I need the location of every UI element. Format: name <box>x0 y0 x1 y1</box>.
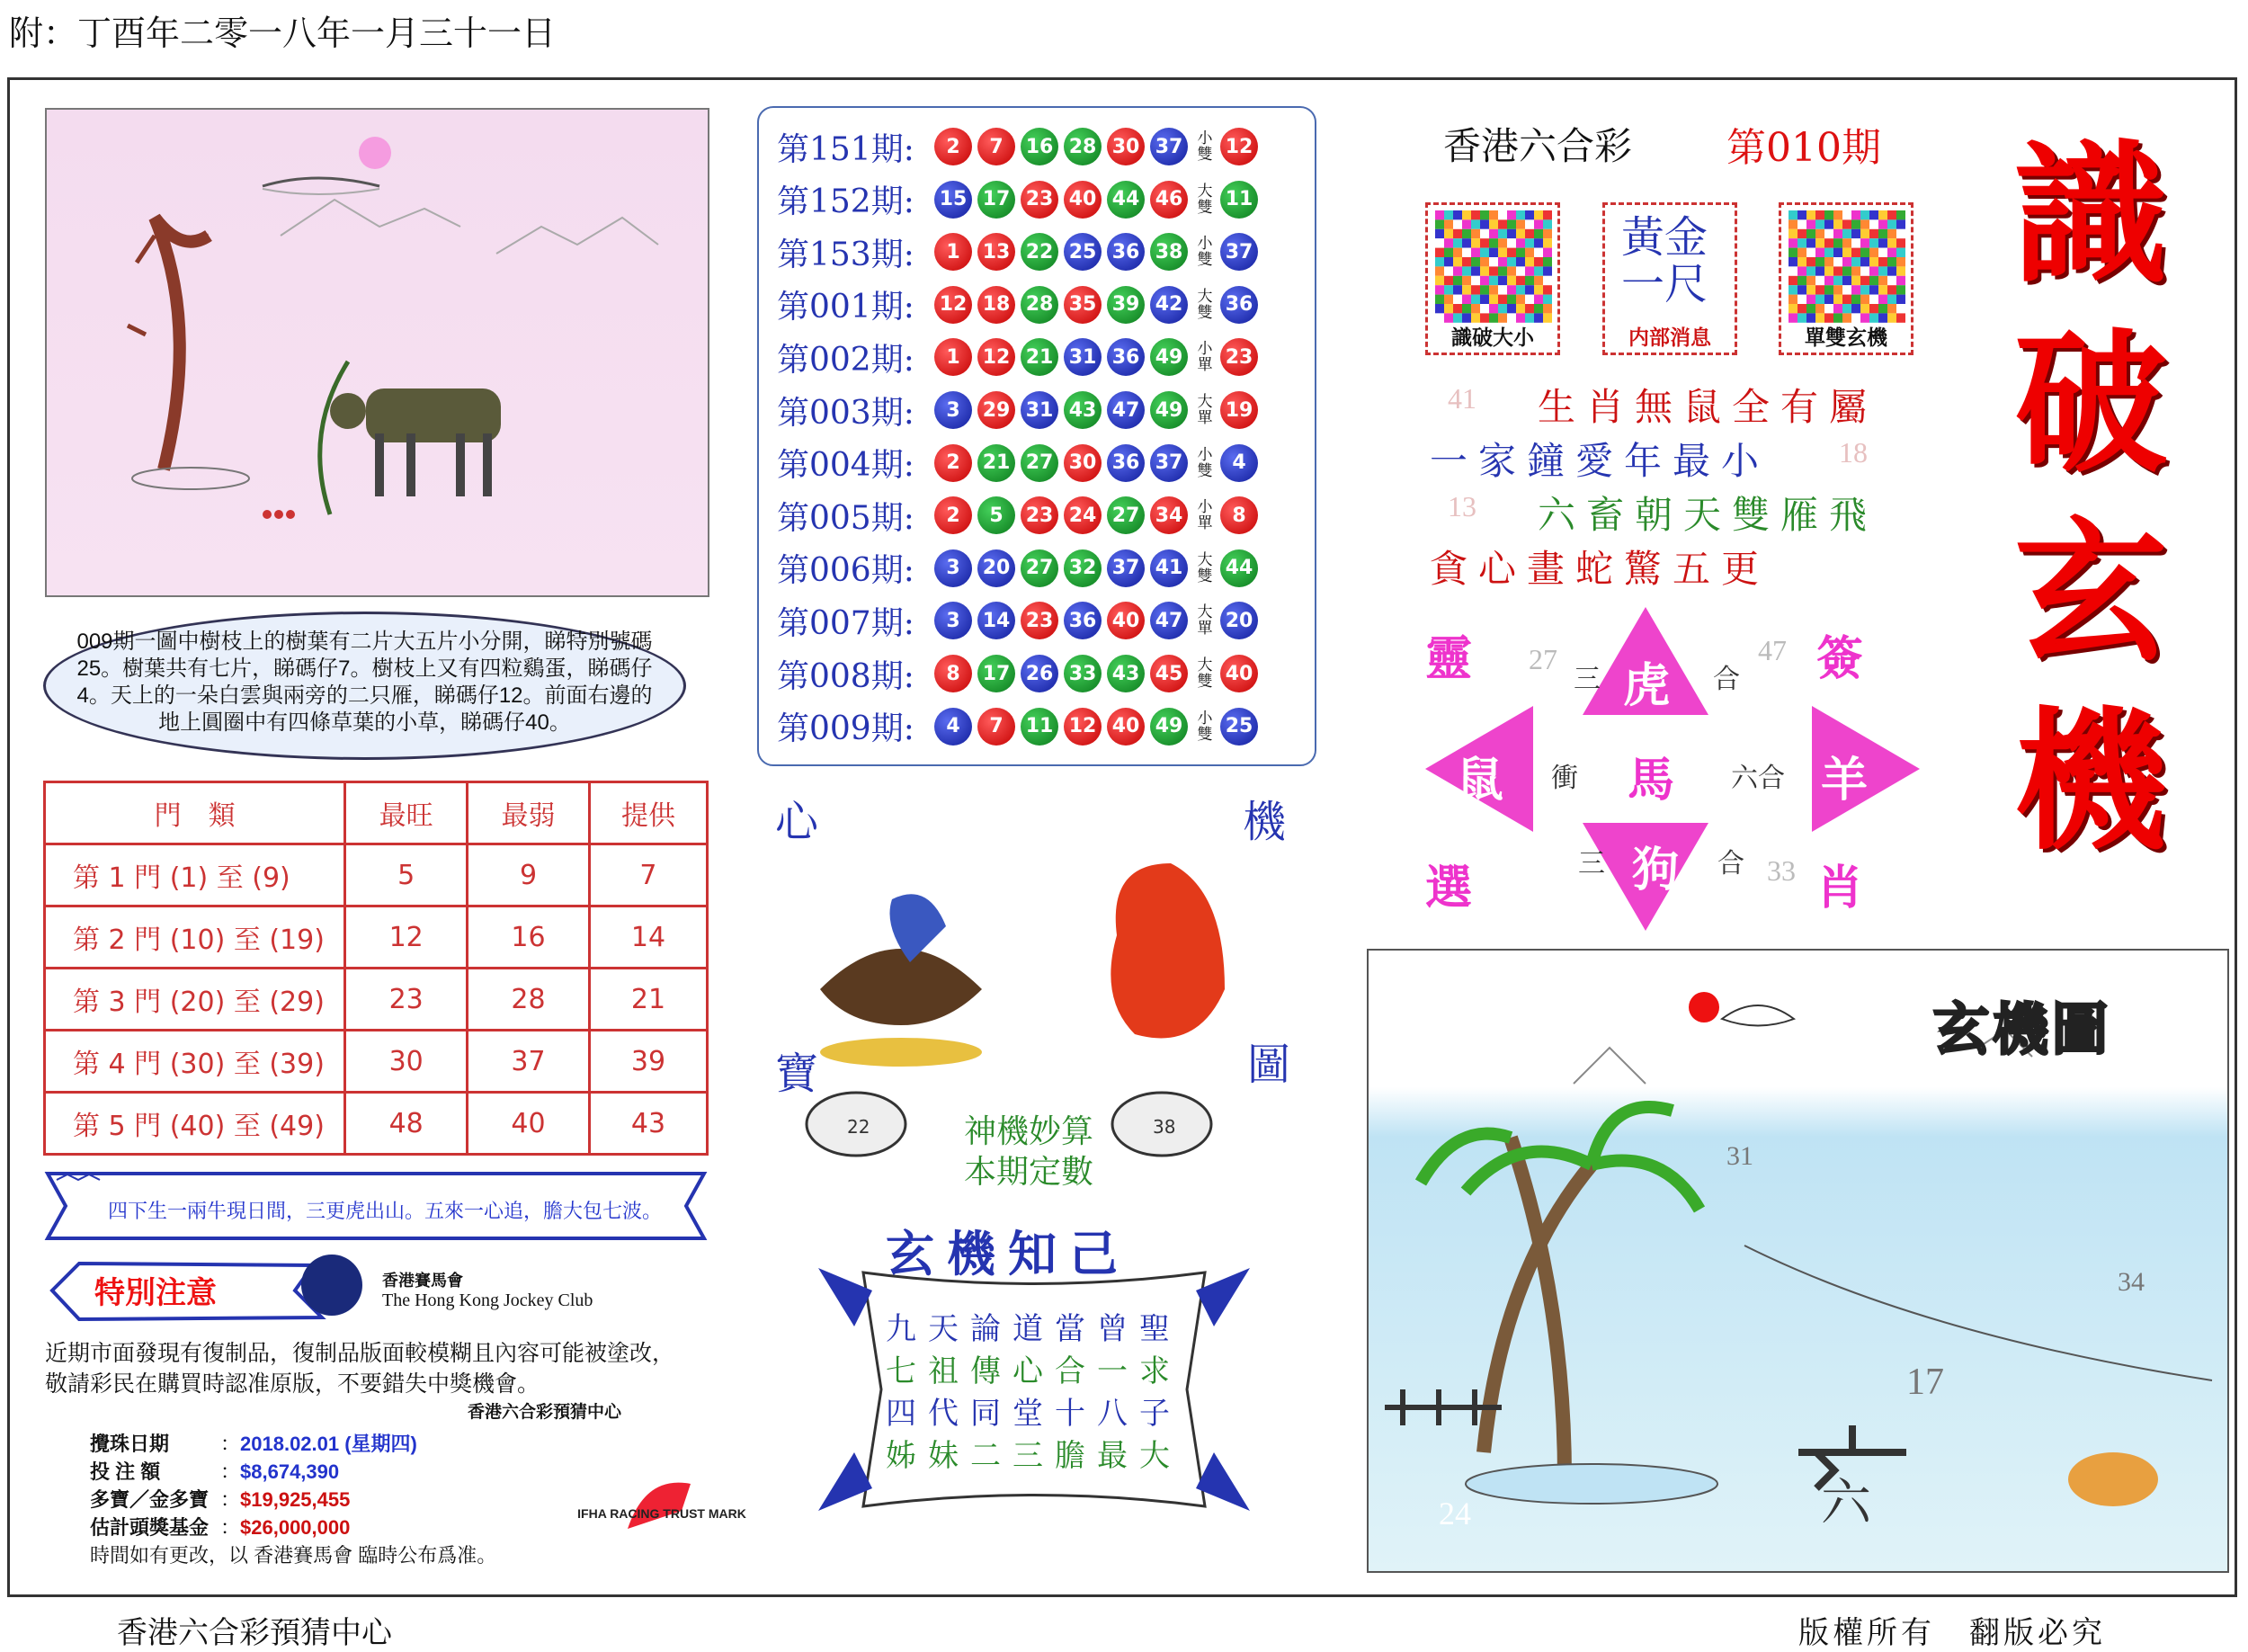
gate-hot: 23 <box>345 969 468 1031</box>
number-ball: 39 <box>1107 286 1145 324</box>
gate-hot: 12 <box>345 906 468 969</box>
header-cold: 最弱 <box>468 782 590 844</box>
poem-line-2: 七祖傳心合一求 <box>886 1353 1182 1389</box>
turnover-value: $8,674,390 <box>240 1460 340 1483</box>
number-ball: 37 <box>1107 549 1145 587</box>
size-parity-tag: 大單 <box>1197 603 1213 638</box>
number-ball: 18 <box>977 286 1015 324</box>
result-period-label: 第152期: <box>777 183 914 221</box>
pic-number: 17 <box>1906 1362 1944 1403</box>
gate-tip: 7 <box>589 844 707 906</box>
number-ball: 40 <box>1107 708 1145 746</box>
number-ball: 35 <box>1064 286 1102 324</box>
number-ball: 23 <box>1021 181 1058 219</box>
box-caption: 内部消息 <box>1628 326 1711 350</box>
ifha-trust-mark <box>577 1475 746 1547</box>
result-period-label: 第153期: <box>777 236 914 273</box>
number-ball: 36 <box>1064 602 1102 639</box>
number-ball: 28 <box>1021 286 1058 324</box>
diamond-number: 47 <box>1758 634 1787 666</box>
mosaic-pattern <box>1435 210 1552 323</box>
number-ball: 17 <box>977 181 1015 219</box>
size-parity-tag: 大雙 <box>1197 182 1213 217</box>
header-category: 門 類 <box>45 782 345 844</box>
number-ball: 13 <box>977 233 1015 271</box>
number-ball: 30 <box>1107 128 1145 165</box>
result-row <box>777 229 1263 274</box>
special-ball: 40 <box>1220 655 1258 692</box>
table-row <box>45 1031 708 1093</box>
main-title: 識破玄機 <box>2014 127 2168 871</box>
table-row <box>45 844 708 906</box>
number-ball: 2 <box>934 496 972 534</box>
footer-left: 香港六合彩預猜中心 <box>117 1615 392 1651</box>
number-ball: 20 <box>977 549 1015 587</box>
number-ball: 23 <box>1021 496 1058 534</box>
poem-line-1: 九天論道當曾聖 <box>886 1311 1182 1347</box>
pic-number: 24 <box>1439 1496 1471 1531</box>
draw-note: 時間如有更改，以 香港賽馬會 臨時公布爲准。 <box>90 1544 497 1567</box>
faint-number: 13 <box>1448 490 1476 522</box>
gate-label: 第 5 門 (40) 至 (49) <box>45 1093 345 1155</box>
gate-label: 第 2 門 (10) 至 (19) <box>45 906 345 969</box>
number-ball: 3 <box>934 602 972 639</box>
result-period-label: 第001期: <box>777 289 914 326</box>
diamond-number: 33 <box>1767 854 1796 887</box>
number-ball: 31 <box>1064 338 1102 376</box>
number-ball: 36 <box>1107 444 1145 482</box>
number-ball: 32 <box>1064 549 1102 587</box>
hkjc-name-en: The Hong Kong Jockey Club <box>382 1290 593 1310</box>
result-row <box>777 651 1263 696</box>
gate-tip: 14 <box>589 906 707 969</box>
result-period-label: 第007期: <box>777 604 914 642</box>
footer-right: 版權所有 翻版必究 <box>1798 1615 2106 1651</box>
gate-cold: 16 <box>468 906 590 969</box>
special-ball: 23 <box>1220 338 1258 376</box>
number-ball: 8 <box>934 655 972 692</box>
size-parity-tag: 小雙 <box>1197 445 1213 480</box>
hkjc-logo <box>301 1255 362 1316</box>
special-ball: 11 <box>1220 181 1258 219</box>
special-ball: 44 <box>1220 549 1258 587</box>
gate-tip: 39 <box>589 1031 707 1093</box>
gate-cold: 40 <box>468 1093 590 1155</box>
multi-label: 多寶／金多寶 <box>90 1488 210 1511</box>
number-ball: 38 <box>1150 233 1188 271</box>
special-ball: 25 <box>1220 708 1258 746</box>
egg-number-right: 38 <box>1153 1116 1176 1138</box>
number-ball: 49 <box>1150 338 1188 376</box>
result-row <box>777 388 1263 433</box>
size-parity-tag: 大雙 <box>1197 550 1213 585</box>
number-ball: 12 <box>934 286 972 324</box>
faint-number: 18 <box>1839 436 1868 469</box>
number-ball: 21 <box>1021 338 1058 376</box>
counterfeit-notice: 近期市面發現有復制品，復制品版面較模糊且內容可能被塗改，敬請彩民在購買時認准原版，不要錯失中獎機會。 <box>45 1340 675 1397</box>
table-row <box>45 969 708 1031</box>
verse-line-2: 一家鐘愛年最小 <box>1430 439 1771 483</box>
number-ball: 46 <box>1150 181 1188 219</box>
number-ball: 12 <box>977 338 1015 376</box>
date-line: 附：丁酉年二零一八年一月三十一日 <box>9 13 557 53</box>
corner-xuan: 選 <box>1425 862 1473 915</box>
size-parity-tag: 小雙 <box>1197 709 1213 744</box>
gate-tip: 43 <box>589 1093 707 1155</box>
result-row <box>777 335 1263 380</box>
notice-signature: 香港六合彩預猜中心 <box>468 1402 622 1422</box>
number-ball: 4 <box>934 708 972 746</box>
number-ball: 44 <box>1107 181 1145 219</box>
number-ball: 26 <box>1021 655 1058 692</box>
mosaic-pattern <box>1789 210 1905 323</box>
special-ball: 8 <box>1220 496 1258 534</box>
header-tip: 提供 <box>589 782 707 844</box>
number-ball: 27 <box>1021 444 1058 482</box>
number-ball: 27 <box>1107 496 1145 534</box>
number-ball: 42 <box>1150 286 1188 324</box>
number-ball: 36 <box>1107 233 1145 271</box>
corner-ling: 靈 <box>1425 632 1473 686</box>
gate-cold: 9 <box>468 844 590 906</box>
relation-liuhe: 六合 <box>1731 763 1785 794</box>
hen-chick-illustration <box>757 782 1313 1191</box>
gate-hot: 5 <box>345 844 468 906</box>
number-ball: 33 <box>1064 655 1102 692</box>
gate-hot: 48 <box>345 1093 468 1155</box>
number-ball: 40 <box>1064 181 1102 219</box>
special-ball: 4 <box>1220 444 1258 482</box>
results-panel <box>757 106 1316 766</box>
number-ball: 7 <box>977 708 1015 746</box>
number-ball: 47 <box>1150 602 1188 639</box>
zodiac-horse: 馬 <box>1628 754 1675 808</box>
number-ball: 1 <box>934 233 972 271</box>
verse-line-3: 六畜朝天雙雁飛 <box>1538 493 1878 537</box>
result-row <box>777 124 1263 169</box>
zodiac-goat: 羊 <box>1821 754 1869 808</box>
egg-number-left: 22 <box>847 1116 870 1138</box>
number-ball: 11 <box>1021 708 1058 746</box>
scroll-title: 玄機知己 <box>886 1226 1130 1282</box>
number-ball: 37 <box>1150 128 1188 165</box>
result-row <box>777 704 1263 749</box>
special-ball: 19 <box>1220 391 1258 429</box>
draw-date-label: 攪珠日期 <box>90 1433 170 1455</box>
table-row <box>45 1093 708 1155</box>
number-ball: 1 <box>934 338 972 376</box>
result-row <box>777 441 1263 486</box>
verse-line-4: 貪心畫蛇驚五更 <box>1430 547 1771 591</box>
relation-he: 合 <box>1717 848 1744 880</box>
pic-number: 31 <box>1726 1141 1753 1171</box>
number-ball: 14 <box>977 602 1015 639</box>
result-row <box>777 177 1263 222</box>
poem-line-4: 姊妹二三膽最大 <box>886 1438 1182 1474</box>
number-ball: 43 <box>1064 391 1102 429</box>
size-parity-tag: 小單 <box>1197 498 1213 533</box>
gate-cold: 28 <box>468 969 590 1031</box>
result-period-label: 第008期: <box>777 657 914 695</box>
table-header-row <box>45 782 708 844</box>
gate-hot: 30 <box>345 1031 468 1093</box>
number-ball: 12 <box>1064 708 1102 746</box>
number-ball: 16 <box>1021 128 1058 165</box>
result-period-label: 第005期: <box>777 499 914 537</box>
zodiac-dog: 狗 <box>1632 844 1680 897</box>
gate-label: 第 3 門 (20) 至 (29) <box>45 969 345 1031</box>
result-period-label: 第009期: <box>777 710 914 748</box>
size-parity-tag: 小雙 <box>1197 235 1213 270</box>
warning-badge: 特別注意 <box>94 1275 217 1311</box>
result-period-label: 第003期: <box>777 394 914 432</box>
size-parity-tag: 大單 <box>1197 393 1213 427</box>
size-parity-tag: 小單 <box>1197 340 1213 375</box>
corner-xiao: 肖 <box>1816 862 1864 915</box>
corner-qian: 簽 <box>1816 632 1864 686</box>
box-size-tip <box>1425 202 1560 355</box>
header-hot: 最旺 <box>345 782 468 844</box>
number-ball: 41 <box>1150 549 1188 587</box>
gate-cold: 37 <box>468 1031 590 1093</box>
result-period-label: 第004期: <box>777 447 914 485</box>
tree-cow-illustration <box>47 110 708 595</box>
special-ball: 12 <box>1220 128 1258 165</box>
number-ball: 45 <box>1150 655 1188 692</box>
number-ball: 2 <box>934 444 972 482</box>
corner-char-ji: 機 <box>1243 797 1287 847</box>
number-ball: 49 <box>1150 391 1188 429</box>
number-ball: 40 <box>1107 602 1145 639</box>
result-period-label: 第006期: <box>777 552 914 590</box>
number-ball: 3 <box>934 391 972 429</box>
box-caption: 單雙玄機 <box>1805 326 1887 350</box>
gate-table <box>43 781 709 1156</box>
number-ball: 29 <box>977 391 1015 429</box>
number-ball: 47 <box>1107 391 1145 429</box>
result-period-label: 第002期: <box>777 341 914 379</box>
number-ball: 22 <box>1021 233 1058 271</box>
issue-number: 第010期 <box>1726 125 1881 171</box>
number-ball: 36 <box>1107 338 1145 376</box>
number-ball: 49 <box>1150 708 1188 746</box>
number-ball: 37 <box>1150 444 1188 482</box>
picture-title: 玄機圖 <box>1933 996 2112 1062</box>
corner-char-bao: 寶 <box>775 1049 819 1099</box>
number-ball: 17 <box>977 655 1015 692</box>
number-ball: 5 <box>977 496 1015 534</box>
corner-char-tu: 圖 <box>1247 1040 1291 1090</box>
jackpot-value: $26,000,000 <box>240 1516 351 1539</box>
gate-tip: 21 <box>589 969 707 1031</box>
size-parity-tag: 大雙 <box>1197 287 1213 322</box>
relation-san: 三 <box>1574 664 1601 695</box>
result-row <box>777 282 1263 327</box>
draw-info: 攪珠日期 ：2018.02.01 (星期四) 投 注 額 ：$8,674,390 多寶／金多寶 ：$19,925,455 估計頭獎基金 ：$26,000,000 時間如有更改，以 香港賽馬會 臨時公布爲准。 <box>90 1430 496 1569</box>
multi-value: $19,925,455 <box>240 1488 351 1511</box>
table-row <box>45 906 708 969</box>
box-text: 黃金一尺 <box>1621 212 1708 309</box>
number-ball: 25 <box>1064 233 1102 271</box>
number-ball: 23 <box>1021 602 1058 639</box>
number-ball: 34 <box>1150 496 1188 534</box>
result-row <box>777 598 1263 643</box>
gate-label: 第 1 門 (1) 至 (9) <box>45 844 345 906</box>
box-inside-news <box>1602 202 1737 355</box>
result-row <box>777 493 1263 538</box>
number-ball: 28 <box>1064 128 1102 165</box>
corner-char-xin: 心 <box>775 797 819 847</box>
special-ball: 37 <box>1220 233 1258 271</box>
zodiac-rat: 鼠 <box>1457 754 1504 808</box>
result-row <box>777 546 1263 591</box>
number-ball: 7 <box>977 128 1015 165</box>
pic-char: 六 <box>1821 1474 1871 1532</box>
relation-he: 合 <box>1713 664 1740 695</box>
number-ball: 15 <box>934 181 972 219</box>
verse-line-1: 生肖無鼠全有屬 <box>1538 385 1878 429</box>
number-ball: 24 <box>1064 496 1102 534</box>
poem-line-3: 四代同堂十八子 <box>886 1396 1182 1432</box>
size-parity-tag: 小雙 <box>1197 129 1213 164</box>
draw-date: 2018.02.01 (星期四) <box>240 1433 417 1455</box>
zodiac-tiger: 虎 <box>1623 659 1671 713</box>
special-ball: 20 <box>1220 602 1258 639</box>
jackpot-label: 估計頭獎基金 <box>90 1516 210 1539</box>
turnover-label: 投 注 額 <box>90 1460 161 1483</box>
relation-san: 三 <box>1578 848 1605 880</box>
banner-text: 四下生一兩牛現日間，三更虎出山。五來一心追，膽大包七波。 <box>108 1200 663 1222</box>
number-ball: 31 <box>1021 391 1058 429</box>
result-period-label: 第151期: <box>777 130 914 168</box>
number-ball: 3 <box>934 549 972 587</box>
slogan-line-2: 本期定數 <box>964 1154 1094 1191</box>
brand-title: 香港六合彩 <box>1443 124 1633 168</box>
slogan-line-1: 神機妙算 <box>964 1113 1094 1150</box>
riddle-picture <box>45 108 709 597</box>
relation-chong: 衝 <box>1551 763 1578 794</box>
pic-number: 34 <box>2118 1267 2145 1297</box>
number-ball: 43 <box>1107 655 1145 692</box>
number-ball: 27 <box>1021 549 1058 587</box>
ifha-label: IFHA RACING TRUST MARK <box>577 1506 746 1521</box>
faint-number: 41 <box>1448 382 1476 415</box>
number-ball: 2 <box>934 128 972 165</box>
gate-label: 第 4 門 (30) 至 (39) <box>45 1031 345 1093</box>
special-ball: 36 <box>1220 286 1258 324</box>
riddle-text: 009期一圖中樹枝上的樹葉有二片大五片小分開，睇特別號碼25。樹葉共有七片，睇碼仔7。樹枝上又有四粒鷄蛋，睇碼仔4。天上的一朵白雲與兩旁的二只雁，睇碼仔12。前面右邊的地上圓圈中有四條草葉的小草，睇碼仔40。 <box>43 612 686 760</box>
box-odd-even <box>1779 202 1913 355</box>
diamond-number: 27 <box>1529 643 1557 675</box>
hkjc-name-cn: 香港賽馬會 <box>382 1272 463 1290</box>
number-ball: 21 <box>977 444 1015 482</box>
number-ball: 30 <box>1064 444 1102 482</box>
size-parity-tag: 大雙 <box>1197 656 1213 691</box>
box-caption: 識破大小 <box>1451 326 1534 350</box>
